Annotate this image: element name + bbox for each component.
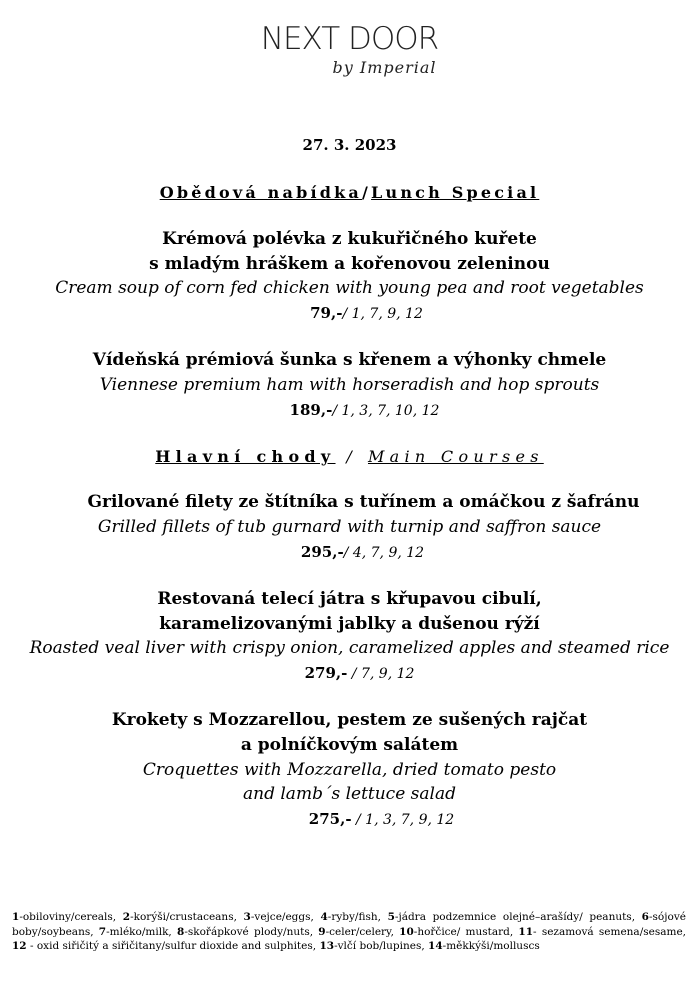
allergen-label: -jádra podzemnice olejné–arašídy/ peanuts,	[394, 911, 642, 923]
allergen-label: -mléko/milk,	[106, 925, 177, 938]
logo-sub-text: by Imperial	[332, 58, 437, 77]
lunch-heading-cz: Obědová nabídka	[159, 183, 362, 202]
dish-5-cz-line-1: Krokety s Mozzarellou, pestem ze sušených rajčat	[111, 710, 588, 730]
dish-3-allergens: / 4, 7, 9, 12	[343, 545, 425, 561]
dish-1-price	[0, 304, 699, 322]
main-heading-sep: /	[346, 447, 358, 466]
allergen-label: -korýši/crustaceans,	[130, 911, 244, 923]
dish-1-en: Cream soup of corn fed chicken with young pea and root vegetables	[55, 278, 644, 298]
allergen-label: -měkkýši/molluscs	[442, 940, 540, 952]
main-courses-heading	[0, 447, 699, 466]
allergen-number: 6	[641, 911, 649, 923]
allergen-label: -ryby/fish,	[327, 911, 388, 923]
dish-1-cz-line-2: s mladým hráškem a kořenovou zeleninou	[149, 254, 550, 274]
allergen-label: -vejce/eggs,	[250, 911, 321, 923]
lunch-heading-en: Lunch Special	[371, 183, 540, 202]
allergen-legend	[12, 910, 686, 954]
dish-4-cz-line-1: Restovaná telecí játra s křupavou cibulí,	[157, 589, 542, 609]
dish-2-price-value: 189,-	[289, 401, 333, 419]
dish-3-price	[0, 543, 699, 561]
allergen-number: 8	[177, 925, 185, 938]
dish-1-price-value: 79,-	[310, 304, 343, 322]
allergen-number: 12	[12, 940, 27, 952]
lunch-special-heading	[0, 183, 699, 202]
dish-4-cz-line-2: karamelizovanými jablky a dušenou rýží	[159, 614, 540, 634]
allergen-number: 1	[12, 911, 20, 923]
dish-3-cz-line-1: Grilované filety ze štítníka s tuřínem a omáčkou z šafránu	[87, 492, 640, 512]
restaurant-logo	[0, 22, 699, 77]
allergen-number: 10	[399, 925, 414, 938]
logo-main-text: NEXT DOOR	[260, 21, 439, 57]
allergen-number: 13	[319, 940, 335, 952]
dish-2-cz-line-1: Vídeňská prémiová šunka s křenem a výhonky chmele	[92, 350, 607, 370]
allergen-number: 9	[318, 925, 326, 938]
dish-4-en: Roasted veal liver with crispy onion, caramelized apples and steamed rice	[29, 638, 670, 658]
allergen-label: -hořčice/ mustard,	[413, 925, 519, 938]
dish-2-en: Viennese premium ham with horseradish and hop sprouts	[99, 375, 600, 395]
allergen-number: 2	[122, 911, 131, 923]
allergen-number: 5	[387, 911, 395, 923]
allergen-label: -obiloviny/cereals,	[19, 911, 123, 923]
dish-4-price	[0, 664, 699, 682]
allergen-number: 11	[518, 925, 534, 938]
allergen-number: 4	[320, 911, 328, 923]
main-heading-cz: Hlavní chody	[155, 447, 336, 466]
dish-4-price-value: 279,-	[304, 664, 348, 682]
allergen-label: -skořápkové plody/nuts,	[184, 925, 319, 938]
dish-2-allergens: / 1, 3, 7, 10, 12	[332, 403, 440, 419]
main-heading-en: Main Courses	[367, 447, 544, 466]
allergen-label: -vlčí bob/lupines,	[334, 940, 429, 952]
dish-1-cz-line-1: Krémová polévka z kukuřičného kuřete	[162, 229, 537, 249]
menu-date: 27. 3. 2023	[302, 136, 397, 154]
lunch-heading-sep: /	[362, 183, 372, 202]
dish-5-price	[0, 810, 699, 828]
dish-1-allergens: / 1, 7, 9, 12	[342, 306, 423, 322]
dish-3-en: Grilled fillets of tub gurnard with turnip and saffron sauce	[97, 517, 602, 537]
allergen-number: 7	[98, 925, 107, 938]
allergen-label: - sezamová semena/sesame,	[533, 925, 686, 938]
dish-5-price-value: 275,-	[308, 810, 352, 828]
dish-5-cz-line-2: a polníčkovým salátem	[240, 735, 459, 755]
dish-5-en-line-1: Croquettes with Mozzarella, dried tomato pesto	[142, 760, 557, 780]
allergen-label: -sójové boby/soybeans,	[12, 911, 686, 938]
allergen-number: 3	[243, 911, 251, 923]
dish-3-price-value: 295,-	[300, 543, 344, 561]
dish-5-en-line-2: and lamb´s lettuce salad	[243, 784, 456, 804]
dish-4-allergens: / 7, 9, 12	[347, 666, 415, 682]
dish-2-price	[0, 401, 699, 419]
allergen-number: 14	[428, 940, 443, 952]
dish-5-allergens: / 1, 3, 7, 9, 12	[351, 812, 455, 828]
allergen-label: -celer/celery,	[325, 925, 400, 938]
allergen-label: - oxid siřičitý a siřičitany/sulfur dioxide and sulphites,	[26, 940, 320, 952]
